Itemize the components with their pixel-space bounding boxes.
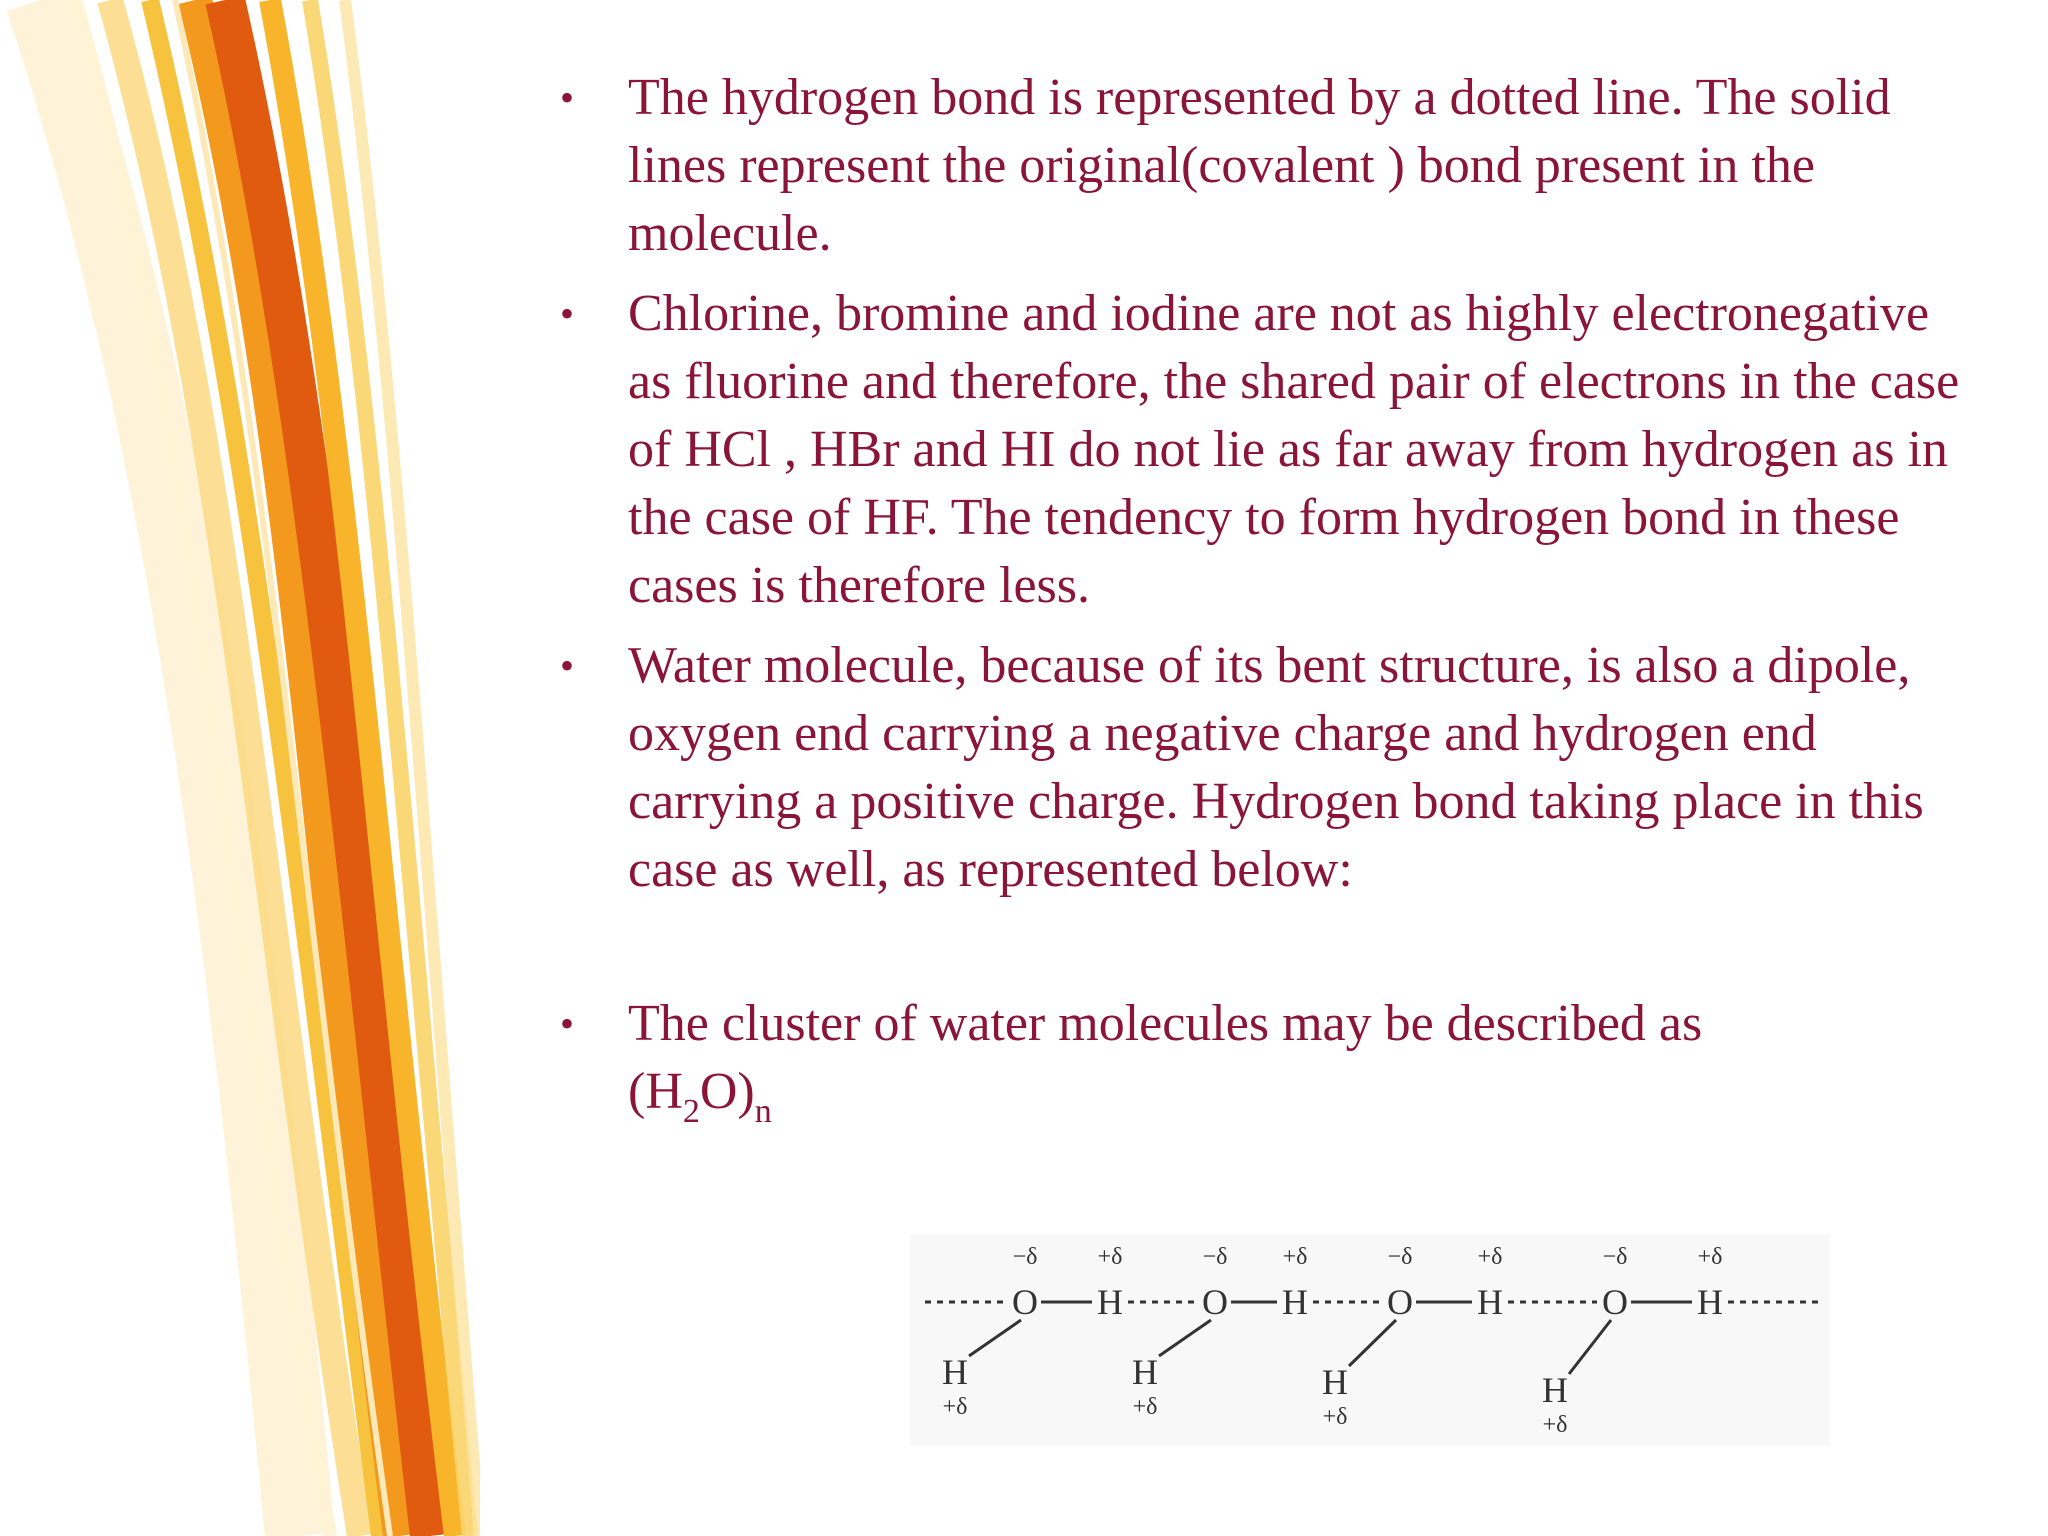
bullet-icon: • xyxy=(560,75,575,120)
partial-positive-charge: +δ xyxy=(942,1394,968,1420)
partial-negative-charge: −δ xyxy=(1387,1244,1413,1270)
partial-negative-charge: −δ xyxy=(1012,1244,1038,1270)
bullet-item-3 xyxy=(560,632,1980,904)
hydrogen-atom-label: H xyxy=(1132,1352,1158,1392)
hydrogen-atom-label: H xyxy=(1542,1370,1568,1410)
hydrogen-atom-label: H xyxy=(1322,1362,1348,1402)
partial-positive-charge: +δ xyxy=(1697,1244,1723,1270)
bullet-icon: • xyxy=(560,1001,575,1046)
hydrogen-atom-label: H xyxy=(1282,1282,1308,1322)
partial-positive-charge: +δ xyxy=(1322,1404,1348,1430)
bullet-list xyxy=(560,64,1980,1130)
partial-positive-charge: +δ xyxy=(1282,1244,1308,1270)
bullet-text-2: Chlorine, bromine and iodine are not as highly electronegative as fluorine and therefore, the shared pair of electrons in the case of HCl , HBr and HI do not lie as far away from hydrogen as in the case of HF. The tendency to form hydrogen bond in these cases is therefore less. xyxy=(628,285,1960,614)
hydrogen-atom-label: H xyxy=(942,1352,968,1392)
partial-positive-charge: +δ xyxy=(1542,1412,1568,1438)
water-hydrogen-bond-diagram xyxy=(910,1234,1830,1446)
partial-positive-charge: +δ xyxy=(1097,1244,1123,1270)
partial-positive-charge: +δ xyxy=(1132,1394,1158,1420)
bullet-text-3: Water molecule, because of its bent structure, is also a dipole, oxygen end carrying a negative charge and hydrogen end carrying a positive charge. Hydrogen bond taking place in this case as well, as represented below: xyxy=(628,637,1924,898)
bullet-text-4: The cluster of water molecules may be described as xyxy=(628,995,1703,1052)
hydrogen-atom-label: H xyxy=(1697,1282,1723,1322)
bullet-item-1 xyxy=(560,64,1980,268)
hydrogen-atom-label: H xyxy=(1097,1282,1123,1322)
partial-negative-charge: −δ xyxy=(1202,1244,1228,1270)
bullet-icon: • xyxy=(560,291,575,336)
oxygen-atom-label: O xyxy=(1012,1282,1038,1322)
oxygen-atom-label: O xyxy=(1387,1282,1413,1322)
water-cluster-formula: $(H_2O)_n$ xyxy=(628,1063,772,1130)
partial-positive-charge: +δ xyxy=(1477,1244,1503,1270)
bullet-text-1: The hydrogen bond is represented by a dotted line. The solid lines represent the original(covalent ) bond present in the molecule. xyxy=(628,69,1891,262)
decorative-ribbon-stripes xyxy=(0,0,480,1536)
hydrogen-atom-label: H xyxy=(1477,1282,1503,1322)
oxygen-atom-label: O xyxy=(1202,1282,1228,1322)
bullet-item-4 xyxy=(560,990,1980,1130)
partial-negative-charge: −δ xyxy=(1602,1244,1628,1270)
bullet-item-2 xyxy=(560,280,1980,620)
oxygen-atom-label: O xyxy=(1602,1282,1628,1322)
bullet-icon: • xyxy=(560,643,575,688)
